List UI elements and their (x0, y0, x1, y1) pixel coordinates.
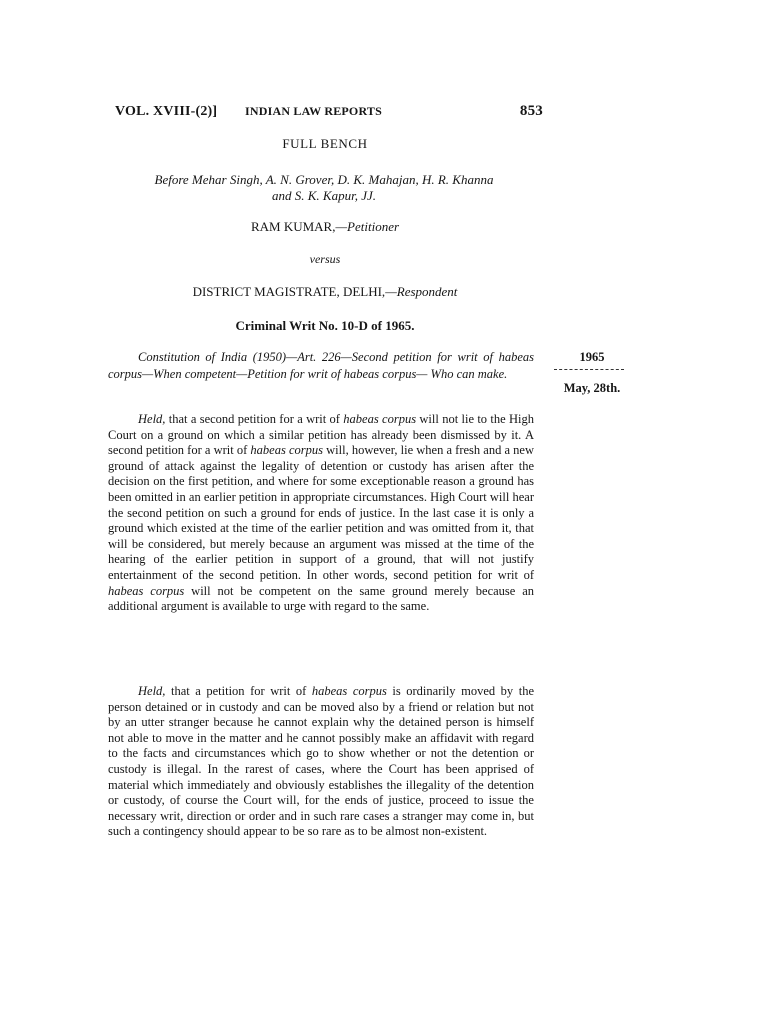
page-number: 853 (519, 103, 543, 119)
case-number: Criminal Writ No. 10-D of 1965. (235, 318, 415, 333)
holding-text: that a second petition for a writ of (165, 412, 344, 426)
latin-term: habeas corpus (108, 583, 185, 598)
coram-line-2: and S. K. Kapur, JJ. (272, 188, 376, 203)
petitioner-name: RAM KUMAR, (250, 219, 336, 234)
holding-text: will not lie to the High Court on a ground on which a similar petition has already been dismissed by it. A second petition for a writ of (108, 412, 534, 458)
margin-year: 1965 (579, 350, 605, 364)
petitioner-role: —Petitioner (335, 219, 400, 234)
headnote: Constitution of India (1950)—Art. 226—Second petition for writ of habeas corpus—When competent—Petition for writ of habeas corpus— Who can make. (108, 350, 534, 381)
respondent-name: DISTRICT MAGISTRATE, DELHI, (192, 284, 386, 299)
holding-lead: Held, (138, 684, 166, 698)
journal-title: INDIAN LAW REPORTS (245, 104, 382, 118)
margin-divider (554, 369, 624, 370)
latin-term: habeas corpus (343, 412, 417, 426)
respondent (100, 284, 550, 300)
bench-title: FULL BENCH (282, 136, 368, 151)
holding-text: that a petition for writ of (165, 684, 312, 698)
respondent-role: —Respondent (385, 284, 458, 299)
holding-text: will, however, lie when a fresh and a new ground of attack against the legality of detention or custody has arisen after the decision on the first petition, and where for some exceptionable reason a ground has been omitted in an earlier petition in appropriate circumstances. High Court will hear the second petition on such a ground for ends of justice. In the last case it is only a ground which existed at the time of the earlier petition and was omitted from it, that will be considered, but merely because an argument was missed at the time of the hearing of the earlier petition in support of a ground, that will not justify entertainment of the second petition. In other words, second petition for writ of (108, 443, 534, 582)
coram-line-1: Before Mehar Singh, A. N. Grover, D. K. Mahajan, H. R. Khanna (154, 172, 494, 187)
petitioner (110, 219, 540, 235)
holding-lead: Held, (138, 412, 166, 426)
latin-term: habeas corpus (250, 443, 323, 458)
holding-paragraph-1 (108, 412, 534, 615)
holding-paragraph-2 (108, 684, 534, 840)
holding-text: is ordinarily moved by the person detained or in custody and can be moved also by a friend or relation but not by an utter stranger because he cannot explain why the detained person is himself not able to move in the matter and he cannot possibly make an affidavit with regard to the facts and circumstances which go to show whether or not the detention or custody is illegal. In the rarest of cases, where the Court has been apprised of material which immediately and obviously establishes the illegality of the detention or custody, of course the Court will, for the ends of justice, proceed to issue the necessary writ, direction or order and in such rare cases a stranger may come in, but such a contingency should appear to be so rare as to be almost non-existent. (108, 684, 534, 839)
versus-label: versus (309, 252, 341, 266)
volume-label: VOL. XVIII-(2)] (115, 104, 218, 119)
latin-term: habeas corpus (311, 684, 387, 698)
holding-text: will not be competent on the same ground merely because an additional argument is available to urge with regard to the same. (108, 583, 534, 614)
margin-day: May, 28th. (563, 381, 621, 395)
